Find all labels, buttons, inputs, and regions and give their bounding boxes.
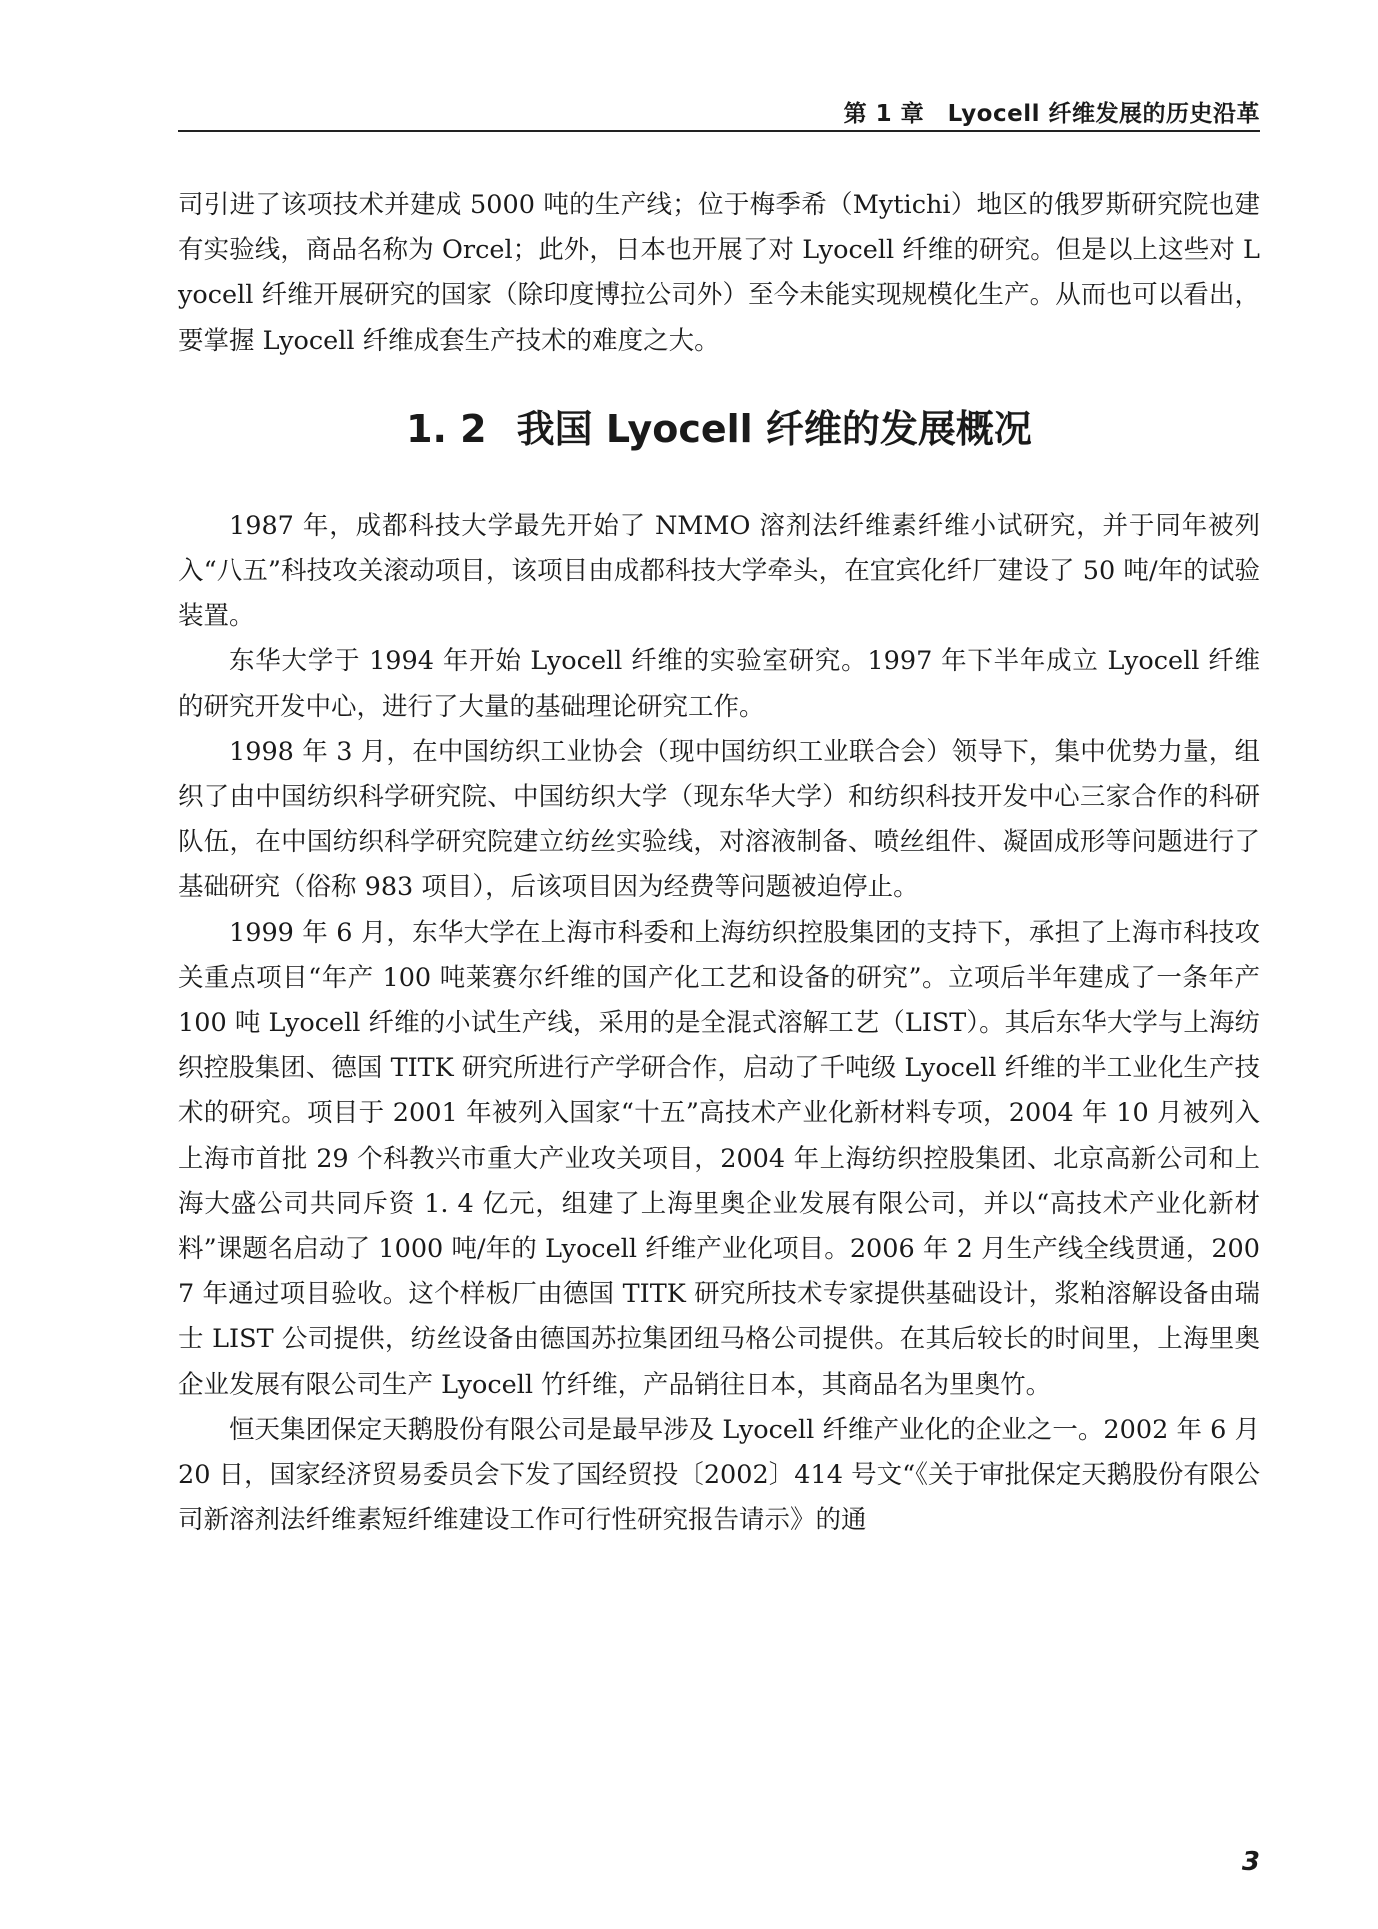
page-body (178, 183, 1260, 1543)
section-heading (178, 364, 1260, 504)
page-number: 3 (1241, 1847, 1260, 1877)
paragraph-1999: 1999 年 6 月，东华大学在上海市科委和上海纺织控股集团的支持下，承担了上海市科技攻关重点项目“年产 100 吨莱赛尔纤维的国产化工艺和设备的研究”。立项后半年建成了一条年产 100 吨 Lyocell 纤维的小试生产线，采用的是全混式溶解工艺（LIST）。其后东华大学与上海纺织控股集团、德国 TITK 研究所进行产学研合作，启动了千吨级 Lyocell 纤维的半工业化生产技术的研究。项目于 2001 年被列入国家“十五”高技术产业化新材料专项，2004 年 10 月被列入上海市首批 29 个科教兴市重大产业攻关项目，2004 年上海纺织控股集团、北京高新公司和上海大盛公司共同斥资 1. 4 亿元，组建了上海里奥企业发展有限公司，并以“高技术产业化新材料”课题名启动了 1000 吨/年的 Lyocell 纤维产业化项目。2006 年 2 月生产线全线贯通，2007 年通过项目验收。这个样板厂由德国 TITK 研究所技术专家提供基础设计，浆粕溶解设备由瑞士 LIST 公司提供，纺丝设备由德国苏拉集团纽马格公司提供。在其后较长的时间里，上海里奥企业发展有限公司生产 Lyocell 竹纤维，产品销往日本，其商品名为里奥竹。 (178, 917, 1260, 1400)
section-title: 我国 Lyocell 纤维的发展概况 (516, 406, 1032, 451)
running-header: 第 1 章 Lyocell 纤维发展的历史沿革 (843, 101, 1260, 127)
section-number: 1. 2 (406, 406, 487, 451)
header-rule (178, 130, 1260, 132)
paragraph-1987: 1987 年，成都科技大学最先开始了 NMMO 溶剂法纤维素纤维小试研究，并于同年被列入“八五”科技攻关滚动项目，该项目由成都科技大学牵头，在宜宾化纤厂建设了 50 吨/年的试验装置。 (178, 510, 1260, 632)
paragraph-continued: 司引进了该项技术并建成 5000 吨的生产线；位于梅季希（Mytichi）地区的俄罗斯研究院也建有实验线，商品名称为 Orcel；此外，日本也开展了对 Lyocell 纤维的研究。但是以上这些对 Lyocell 纤维开展研究的国家（除印度博拉公司外）至今未能实现规模化生产。从而也可以看出，要掌握 Lyocell 纤维成套生产技术的难度之大。 (178, 190, 1260, 356)
paragraph-hengtian: 恒天集团保定天鹅股份有限公司是最早涉及 Lyocell 纤维产业化的企业之一。2002 年 6 月 20 日，国家经济贸易委员会下发了国经贸投〔2002〕414 号文“《关于审批保定天鹅股份有限公司新溶剂法纤维素短纤维建设工作可行性研究报告请示》的通 (178, 1414, 1260, 1536)
paragraph-1998: 1998 年 3 月，在中国纺织工业协会（现中国纺织工业联合会）领导下，集中优势力量，组织了由中国纺织科学研究院、中国纺织大学（现东华大学）和纺织科技开发中心三家合作的科研队伍，在中国纺织科学研究院建立纺丝实验线，对溶液制备、喷丝组件、凝固成形等问题进行了基础研究（俗称 983 项目），后该项目因为经费等问题被迫停止。 (178, 736, 1260, 903)
paragraph-1994: 东华大学于 1994 年开始 Lyocell 纤维的实验室研究。1997 年下半年成立 Lyocell 纤维的研究开发中心，进行了大量的基础理论研究工作。 (178, 646, 1260, 722)
